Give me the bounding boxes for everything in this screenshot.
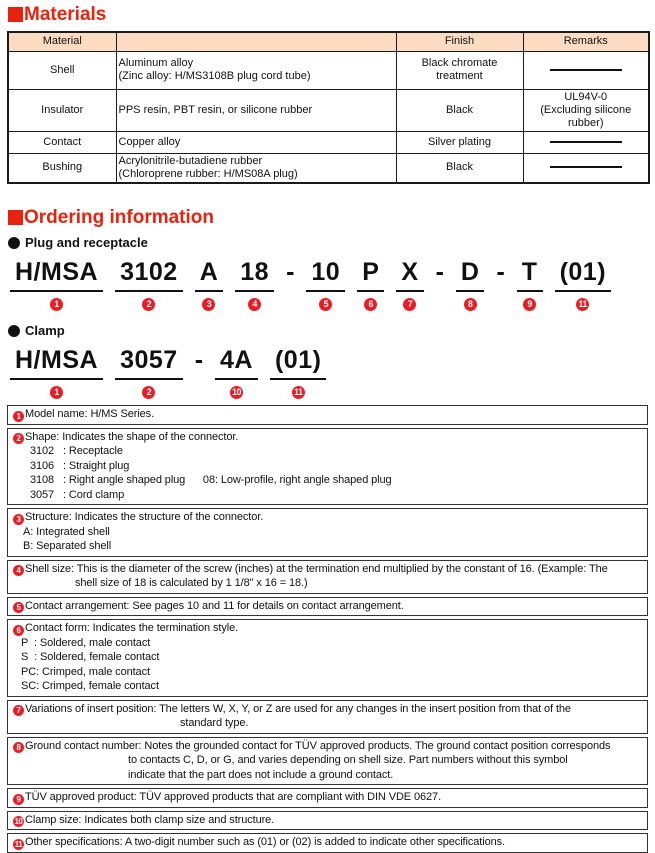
plug-part-number xyxy=(10,260,655,311)
circled-number-badge: 8 xyxy=(464,298,477,311)
note-line xyxy=(13,539,643,554)
red-square-bullet-icon xyxy=(8,210,23,225)
segment-text: P xyxy=(357,260,384,292)
part-number-segment xyxy=(396,260,423,311)
note-text: to contacts C, D, or G, and varies depending on shell size. Part numbers without this symbol xyxy=(128,754,568,766)
finish-value xyxy=(396,51,523,89)
description-line: Copper alloy xyxy=(118,135,181,148)
circled-number-badge: 11 xyxy=(576,298,589,311)
description-line: (Chloroprene rubber: H/MS08A plug) xyxy=(118,167,298,180)
materials-section-title xyxy=(8,4,655,25)
table-row-insulator xyxy=(8,89,649,131)
material-name: Contact xyxy=(8,131,116,153)
segment-text: 18 xyxy=(235,260,274,292)
plug-receptacle-subheader xyxy=(8,235,655,250)
note-text: Other specifications: A two-digit number such as (01) or (02) is added to indicate other specifications. xyxy=(25,836,505,848)
note-text: S : Soldered, female contact xyxy=(21,651,160,663)
note-box-4 xyxy=(7,560,648,594)
note-line xyxy=(13,753,643,768)
circled-number-badge: 5 xyxy=(13,602,24,613)
note-text: 3106 : Straight plug xyxy=(30,459,130,472)
part-number-segment xyxy=(555,260,611,311)
description-line: Aluminum alloy xyxy=(118,57,194,69)
note-line xyxy=(13,790,643,805)
segment-text: 3057 xyxy=(115,348,183,380)
part-number-segment xyxy=(10,348,103,399)
note-line xyxy=(13,488,643,503)
note-line xyxy=(13,621,643,636)
remarks-line: rubber) xyxy=(568,116,604,129)
note-box-9 xyxy=(7,788,648,808)
circled-number-badge: 6 xyxy=(364,298,377,311)
note-line xyxy=(13,407,643,422)
note-line xyxy=(13,525,643,540)
note-box-1 xyxy=(7,405,648,425)
note-line xyxy=(13,473,643,488)
note-line xyxy=(13,813,643,828)
col-header-material: Material xyxy=(8,32,116,51)
note-line xyxy=(13,510,643,525)
dash-line xyxy=(550,166,622,168)
note-text: 3102 : Receptacle xyxy=(30,445,123,457)
material-description xyxy=(116,51,396,89)
finish-value xyxy=(396,153,523,183)
note-line xyxy=(13,665,643,680)
note-text: SC: Crimped, female contact xyxy=(21,680,159,692)
circled-number-badge: 3 xyxy=(202,298,215,311)
note-text: Shape: Indicates the shape of the connector. xyxy=(25,430,239,443)
table-row-shell xyxy=(8,51,649,89)
ordering-section-title xyxy=(8,207,655,228)
remarks-value xyxy=(523,51,649,89)
materials-table xyxy=(7,31,650,184)
note-text: Variations of insert position: The letters W, X, Y, or Z are used for any changes in the insert position from that of the xyxy=(25,702,571,715)
note-text: 3057 : Cord clamp xyxy=(30,488,125,501)
note-box-5 xyxy=(7,597,648,617)
circled-number-badge: 6 xyxy=(13,625,24,636)
note-text: Clamp size: Indicates both clamp size and structure. xyxy=(25,813,275,826)
note-line xyxy=(13,444,643,459)
red-square-bullet-icon xyxy=(8,7,23,22)
part-number-segment xyxy=(456,260,485,311)
table-row-contact xyxy=(8,131,649,153)
note-line xyxy=(13,679,643,694)
remarks-line: UL94V-0 xyxy=(564,90,608,103)
note-box-11 xyxy=(7,833,648,853)
material-description xyxy=(116,131,396,153)
segment-text: H/MSA xyxy=(10,348,103,380)
description-line: (Zinc alloy: H/MS3108B plug cord tube) xyxy=(118,70,311,82)
circled-number-badge: 10 xyxy=(231,387,241,397)
part-number-segment xyxy=(235,260,274,311)
part-number-segment xyxy=(306,260,345,311)
finish-line: Black chromate xyxy=(421,57,498,69)
note-line xyxy=(13,576,643,591)
dash-line xyxy=(550,69,622,71)
segment-text: X xyxy=(396,260,423,292)
note-text: P : Soldered, male contact xyxy=(21,636,151,649)
description-line: Acrylonitrile-butadiene rubber xyxy=(118,154,263,167)
material-name: Insulator xyxy=(8,89,116,131)
note-box-3 xyxy=(7,508,648,557)
segment-text: H/MSA xyxy=(10,260,103,292)
note-text: Structure: Indicates the structure of the connector. xyxy=(25,511,264,523)
hyphen-separator: - xyxy=(435,258,444,286)
finish-value xyxy=(396,131,523,153)
remarks-value xyxy=(523,89,649,131)
finish-value xyxy=(396,89,523,131)
subheader-text: Clamp xyxy=(25,323,65,338)
note-line xyxy=(13,739,643,754)
hyphen-separator: - xyxy=(194,346,204,374)
part-number-segment xyxy=(10,260,103,311)
circled-number-badge: 1 xyxy=(50,386,63,399)
remarks-value xyxy=(523,131,649,153)
note-line xyxy=(13,599,643,614)
segment-text: 10 xyxy=(306,260,345,292)
table-header-row xyxy=(8,32,649,51)
note-text: Shell size: This is the diameter of the screw (inches) at the termination end multiplied by the constant of 16. (Example: The xyxy=(25,562,608,575)
col-header-description xyxy=(116,32,396,51)
note-line xyxy=(13,702,643,717)
description-line: PPS resin, PBT resin, or silicone rubber xyxy=(118,103,313,116)
segment-text: 4A xyxy=(215,348,258,380)
part-number-segment xyxy=(517,260,543,311)
note-text: standard type. xyxy=(180,717,249,729)
section-title-text: Materials xyxy=(24,3,107,25)
note-text: TÜV approved product: TÜV approved products that are compliant with DIN VDE 0627. xyxy=(25,791,442,803)
circled-number-badge: 7 xyxy=(403,298,416,311)
segment-text: T xyxy=(517,260,543,292)
material-description xyxy=(116,89,396,131)
col-header-remarks: Remarks xyxy=(523,32,649,51)
circled-number-badge: 9 xyxy=(13,794,24,805)
note-text: Contact arrangement: See pages 10 and 11 for details on contact arrangement. xyxy=(25,599,404,612)
material-name: Shell xyxy=(8,51,116,89)
segment-text: D xyxy=(456,260,485,292)
note-text: PC: Crimped, male contact xyxy=(21,665,150,678)
circled-number-badge: 10 xyxy=(14,817,23,826)
finish-line: Black xyxy=(446,103,473,116)
note-box-6 xyxy=(7,619,648,697)
black-circle-bullet-icon xyxy=(8,237,20,249)
part-number-segment xyxy=(115,348,183,399)
material-name: Bushing xyxy=(8,153,116,183)
remarks-line: (Excluding silicone xyxy=(540,103,632,116)
part-number-segment xyxy=(195,260,224,311)
finish-line: Silver plating xyxy=(428,135,491,148)
note-line xyxy=(13,835,643,850)
circled-number-badge: 3 xyxy=(13,514,24,525)
circled-number-badge: 4 xyxy=(13,565,24,576)
part-number-segment xyxy=(357,260,384,311)
finish-line: treatment xyxy=(436,70,483,82)
clamp-subheader xyxy=(8,323,655,338)
part-number-segment xyxy=(215,348,258,399)
circled-number-badge: 2 xyxy=(13,433,24,444)
note-text: A: Integrated shell xyxy=(23,525,110,538)
subheader-text: Plug and receptacle xyxy=(25,235,148,250)
circled-number-badge: 7 xyxy=(13,705,24,716)
note-box-2 xyxy=(7,428,648,506)
circled-number-badge: 2 xyxy=(142,386,155,399)
note-line xyxy=(13,650,643,665)
circled-number-badge: 9 xyxy=(523,298,536,311)
table-row-bushing xyxy=(8,153,649,183)
note-line xyxy=(13,716,643,731)
circled-number-badge: 1 xyxy=(50,298,63,311)
dash-line xyxy=(550,141,622,143)
section-title-text: Ordering information xyxy=(24,206,214,228)
part-number-segment xyxy=(270,348,326,399)
circled-number-badge: 2 xyxy=(142,298,155,311)
note-text: Model name: H/MS Series. xyxy=(25,408,155,420)
segment-text: 3102 xyxy=(115,260,183,292)
circled-number-badge: 11 xyxy=(14,839,23,849)
segment-text: (01) xyxy=(555,260,611,292)
note-text: Ground contact number: Notes the grounded contact for TÜV approved products. The ground contact position corresponds xyxy=(25,739,611,752)
circled-number-badge: 5 xyxy=(319,298,332,311)
segment-text: (01) xyxy=(270,348,326,380)
note-text: Contact form: Indicates the termination style. xyxy=(25,622,239,634)
note-line xyxy=(13,430,643,445)
note-text: shell size of 18 is calculated by 1 1/8" x 16 = 18.) xyxy=(75,577,308,589)
part-number-segment xyxy=(115,260,183,311)
remarks-value xyxy=(523,153,649,183)
note-text: indicate that the part does not include a ground contact. xyxy=(128,768,394,781)
ordering-notes-list xyxy=(7,405,648,853)
note-line xyxy=(13,768,643,783)
circled-number-badge: 4 xyxy=(248,298,261,311)
hyphen-separator: - xyxy=(286,258,295,286)
material-description xyxy=(116,153,396,183)
note-line xyxy=(13,636,643,651)
finish-line: Black xyxy=(446,161,473,174)
col-header-finish: Finish xyxy=(396,32,523,51)
note-box-7 xyxy=(7,700,648,734)
note-text: B: Separated shell xyxy=(23,540,112,552)
circled-number-badge: 11 xyxy=(292,386,305,399)
note-text: 3108 : Right angle shaped plug 08: Low-profile, right angle shaped plug xyxy=(30,474,392,486)
clamp-part-number xyxy=(10,348,655,399)
note-box-10 xyxy=(7,811,648,831)
note-line xyxy=(13,459,643,474)
circled-number-badge: 8 xyxy=(13,742,24,753)
note-box-8 xyxy=(7,737,648,786)
hyphen-separator: - xyxy=(496,258,505,286)
black-circle-bullet-icon xyxy=(8,325,20,337)
segment-text: A xyxy=(195,260,224,292)
note-line xyxy=(13,562,643,577)
circled-number-badge: 1 xyxy=(13,411,24,422)
